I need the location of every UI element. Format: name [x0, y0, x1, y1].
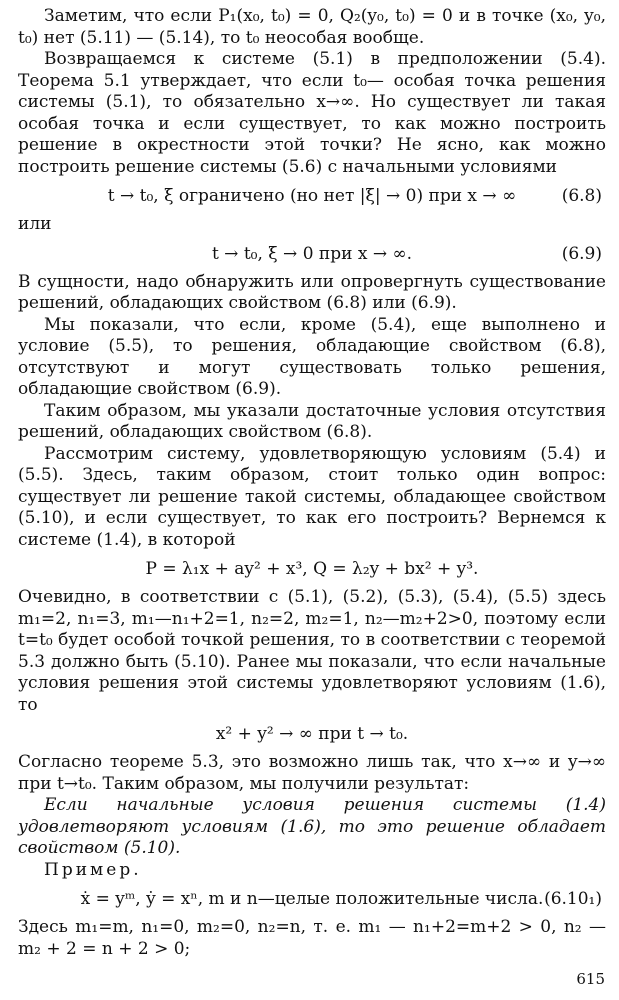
paragraph-1: Заметим, что если P₁(x₀, t₀) = 0, Q₂(y₀, t₀) = 0 и в точке (x₀, y₀, t₀) нет (5.11) — (5.14), то t₀ неособая вообще.	[18, 6, 606, 48]
paragraph-7: Очевидно, в соответствии с (5.1), (5.2), (5.3), (5.4), (5.5) здесь m₁=2, n₁=3, m₁—n₁+2=1, n₂=2, m₂=1, n₂—m₂+2>0, поэтому если t=t₀ будет особой точкой решения, то в соответствии с теоремой 5.3 должно быть (5.10). Ранее мы показали, что если начальные условия решения этой системы удовлетворяют условиям (1.6), то	[18, 587, 606, 715]
page-number: 615	[576, 970, 605, 988]
equation-6-8-number: (6.8)	[561, 186, 602, 206]
equation-pq-body: P = λ₁x + ay² + x³, Q = λ₂y + bx² + y³.	[145, 559, 479, 579]
equation-6-10-1-number: (6.10₁)	[544, 889, 602, 909]
paragraph-5: Таким образом, мы указали достаточные условия отсутствия решений, обладающих свойством (6.8).	[18, 400, 606, 442]
word-ili: или	[18, 214, 52, 234]
paragraph-2: Возвращаемся к системе (5.1) в предположении (5.4). Теорема 5.1 утверждает, что если t₀— особая точка решения системы (5.1), то обязательно x→∞. Но существует ли такая особая точка и если существует, то как можно построить решение в окрестности этой точки? Не ясно, как можно построить решение системы (5.6) с начальными условиями	[18, 49, 606, 177]
equation-6-8	[18, 184, 606, 208]
paragraph-4: Мы показали, что если, кроме (5.4), еще выполнено и условие (5.5), то решения, обладающие свойством (6.8), отсутствуют и могут существовать только решения, обладающие свойством (6.9).	[18, 314, 606, 399]
page-body	[18, 6, 606, 960]
equation-6-9	[18, 242, 606, 266]
equation-xy	[18, 722, 606, 746]
paragraph-8: Согласно теореме 5.3, это возможно лишь так, что x→∞ и y→∞ при t→t₀. Таким образом, мы получили результат:	[18, 752, 606, 794]
paragraph-11: Здесь m₁=m, n₁=0, m₂=0, n₂=n, т. е. m₁ — n₁+2=m+2 > 0, n₂ — m₂ + 2 = n + 2 > 0;	[18, 917, 606, 959]
equation-6-10-1	[18, 887, 606, 911]
result-statement: Если начальные условия решения системы (1.4) удовлетворяют условиям (1.6), то это решение обладает свойством (5.10).	[18, 795, 606, 858]
equation-6-10-1-body: ẋ = yᵐ, ẏ = xⁿ, m и n—целые положительные числа.	[80, 889, 544, 909]
paragraph-6: Рассмотрим систему, удовлетворяющую условиям (5.4) и (5.5). Здесь, таким образом, стоит только один вопрос: существует ли решение такой системы, обладающее свойством (5.10), и если существует, то как его построить? Вернемся к системе (1.4), в которой	[18, 443, 606, 550]
equation-6-8-body: t → t₀, ξ ограничено (но нет |ξ| → 0) при x → ∞	[107, 186, 517, 206]
equation-xy-body: x² + y² → ∞ при t → t₀.	[215, 724, 409, 744]
example-heading: Пример.	[44, 859, 142, 880]
equation-6-9-number: (6.9)	[561, 243, 602, 264]
paragraph-3: В сущности, надо обнаружить или опровергнуть существование решений, обладающих свойством (6.8) или (6.9).	[18, 271, 606, 313]
equation-pq	[18, 557, 606, 581]
equation-6-9-body: t → t₀, ξ → 0 при x → ∞.	[211, 243, 413, 264]
